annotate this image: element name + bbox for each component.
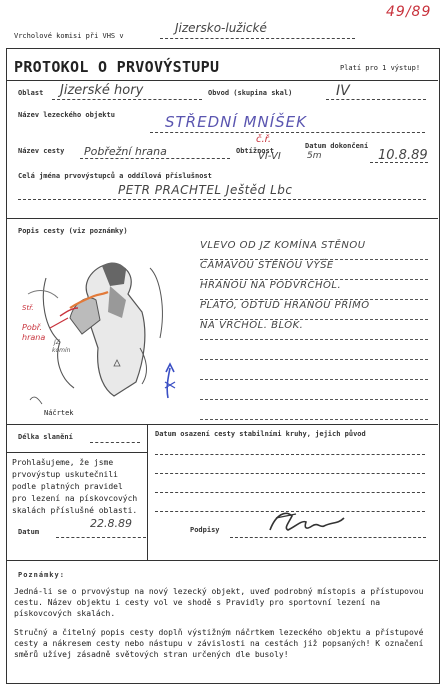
route-sketch-drawing: [10, 238, 190, 414]
obvod-value: IV: [336, 83, 350, 99]
description-line: ČÁMAVOU STĚNOU VÝŠE: [200, 260, 428, 280]
cesta-value: Pobřežní hrana: [84, 145, 167, 158]
svg-text:komín: komín: [52, 347, 71, 354]
jmena-divider: [6, 218, 438, 219]
obtiznost-label: Obtížnost: [236, 147, 274, 155]
objekt-label: Název lezeckého objektu: [18, 111, 115, 119]
route-divider: [6, 424, 438, 425]
osazeni-line-1: [155, 454, 425, 455]
obtiznost-value: VI-VI: [258, 151, 281, 162]
oblast-line: [52, 99, 202, 100]
delka-line: [90, 442, 140, 443]
jmena-line-1: [18, 199, 426, 200]
anchors-vertical-divider: [147, 424, 148, 560]
declaration-text: Prohlašujeme, že jsme prvovýstup uskutečnili podle platných pravidel pro lezení na pískovcových skalách příslušné oblasti.: [12, 458, 138, 515]
route-sketch: [10, 238, 190, 414]
route-description: [200, 240, 428, 420]
osazeni-line-2: [155, 473, 425, 474]
obvod-line: [326, 99, 426, 100]
podpisy-line: [230, 537, 426, 538]
description-line: HRANOU NA PODVRCHOL.: [200, 280, 428, 300]
commission-region: Jizersko-lužické: [175, 21, 267, 35]
cesta-label: Název cesty: [18, 147, 65, 155]
description-line-empty: [200, 340, 428, 360]
notes-paragraph: Jedná-li se o prvovýstup na nový lezecký objekt, uveď podrobný místopis a přístupovou cestu. Název objektu i cesty vol ve shodě s Pravidly pro sportovní lezení na pískovcových skalách.: [14, 587, 424, 618]
document-number: 49/89: [386, 4, 432, 20]
podpisy-label: Podpisy: [190, 526, 220, 534]
jmena-label: Celá jména prvovýstupců a oddílová příslušnost: [18, 172, 212, 180]
cesta-line: [80, 158, 230, 159]
datum-sign-line: [56, 537, 146, 538]
signature: [262, 504, 362, 538]
datum-dokonceni-label: Datum dokončení: [305, 142, 369, 150]
notes-heading: Poznámky:: [18, 571, 65, 579]
oblast-value: Jizerské hory: [60, 83, 144, 98]
validity-note: Platí pro 1 výstup!: [340, 64, 421, 72]
datum-label: Datum: [18, 528, 40, 536]
description-line-empty: [200, 360, 428, 380]
osazeni-line-3: [155, 492, 425, 493]
commission-prefix: Vrcholové komisi při VHS v: [14, 32, 124, 40]
anchors-left-divider: [6, 452, 147, 453]
osazeni-label: Datum osazení cesty stabilními kruhy, jejich původ: [155, 430, 366, 438]
title-divider: [6, 80, 438, 81]
svg-text:JZ: JZ: [54, 339, 60, 346]
datum-value: 22.8.89: [90, 517, 132, 530]
objekt-value: STŘEDNÍ MNÍŠEK: [165, 113, 307, 131]
sketch-label: Náčrtek: [44, 409, 74, 417]
datum-line: [370, 162, 428, 163]
obtiznost-extra: č.ř.: [256, 134, 272, 145]
description-line: VLEVO OD JZ KOMÍNA STĚNOU: [200, 240, 428, 260]
svg-text:hrana: hrana: [22, 333, 46, 342]
jmena-value: PETR PRACHTEL Ještěd Lbc: [118, 183, 293, 197]
popis-label: Popis cesty (viz poznámky): [18, 227, 128, 235]
description-line: NA VRCHOL. BLOK.: [200, 320, 428, 340]
notes-paragraph: Stručný a čitelný popis cesty doplň výstižným náčrtkem lezeckého objektu a přístupové cesty a nákresem cesty nebo nástupu v závislosti na cestách již popsaných! K označení směrů užívej zásadně světových stran určených dle busoly!: [14, 628, 424, 659]
declaration-divider: [6, 560, 438, 561]
objekt-line: [150, 132, 425, 133]
oblast-label: Oblast: [18, 89, 44, 97]
svg-text:Pobř.: Pobř.: [22, 323, 42, 332]
obvod-label: Obvod (skupina skal): [208, 89, 293, 97]
obtiznost-note: 5m: [307, 151, 322, 161]
description-line-empty: [200, 400, 428, 420]
delka-label: Délka slanění: [18, 433, 73, 441]
description-line: PLATÓ, ODTUD HRANOU PŘÍMO: [200, 300, 428, 320]
commission-underline: [160, 38, 355, 39]
page-title: PROTOKOL O PRVOVÝSTUPU: [14, 58, 220, 76]
svg-text:Stř.: Stř.: [22, 304, 34, 312]
description-line-empty: [200, 380, 428, 400]
datum-dokonceni-value: 10.8.89: [378, 148, 428, 163]
